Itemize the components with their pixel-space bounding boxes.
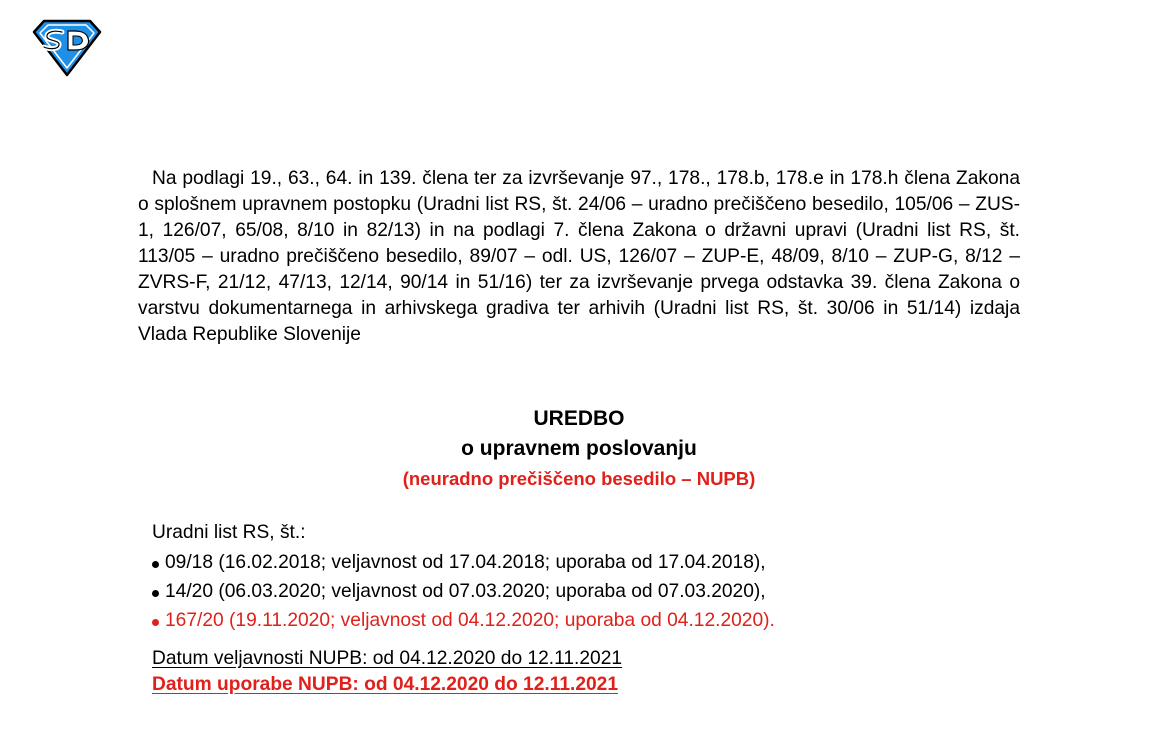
bullet-icon	[152, 561, 159, 568]
gazette-entry	[152, 548, 1012, 577]
gazette-entry-text: 167/20 (19.11.2020; veljavnost od 04.12.2020; uporaba od 04.12.2020).	[165, 610, 775, 631]
bullet-icon	[152, 619, 159, 626]
document-subtitle: o upravnem poslovanju	[461, 437, 697, 460]
consolidated-text-note: (neuradno prečiščeno besedilo – NUPB)	[402, 468, 756, 489]
logo-letter-d-counter	[73, 36, 82, 45]
bullet-icon	[152, 590, 159, 597]
gazette-entry-highlighted	[152, 606, 1012, 635]
title-block	[138, 404, 1020, 492]
gazette-heading: Uradni list RS, št.:	[152, 522, 306, 543]
application-date: Datum uporabe NUPB: od 04.12.2020 do 12.11.2021	[152, 674, 619, 695]
gazette-entry-text: 09/18 (16.02.2018; veljavnost od 17.04.2018; uporaba od 17.04.2018),	[165, 552, 766, 573]
gazette-list	[152, 548, 1012, 635]
nupb-dates	[152, 646, 622, 698]
validity-date: Datum veljavnosti NUPB: od 04.12.2020 do 12.11.2021	[152, 648, 623, 669]
document-title: UREDBO	[533, 407, 625, 430]
official-gazette-section	[152, 520, 1012, 635]
gazette-entry	[152, 577, 1012, 606]
preamble-paragraph: Na podlagi 19., 63., 64. in 139. člena ter za izvrševanje 97., 178., 178.b, 178.e in 178.h člena Zakona o splošnem upravnem postopku (Uradni list RS, št. 24/06 – uradno prečiščeno besedilo, 105/06 – ZUS-1, 126/07, 65/08, 8/10 in 82/13) in na podlagi 7. člena Zakona o državni upravi (Uradni list RS, št. 113/05 – uradno prečiščeno besedilo, 89/07 – odl. US, 126/07 – ZUP-E, 48/09, 8/10 – ZUP-G, 8/12 – ZVRS-F, 21/12, 47/13, 12/14, 90/14 in 51/16) ter za izvrševanje prvega odstavka 39. člena Zakona o varstvu dokumentarnega in arhivskega gradiva ter arhivih (Uradni list RS, št. 30/06 in 51/14) izdaja Vlada Republike Slovenije	[138, 168, 1020, 345]
diamond-shield-logo	[30, 18, 104, 78]
gazette-entry-text: 14/20 (06.03.2020; veljavnost od 07.03.2020; uporaba od 07.03.2020),	[165, 581, 766, 602]
